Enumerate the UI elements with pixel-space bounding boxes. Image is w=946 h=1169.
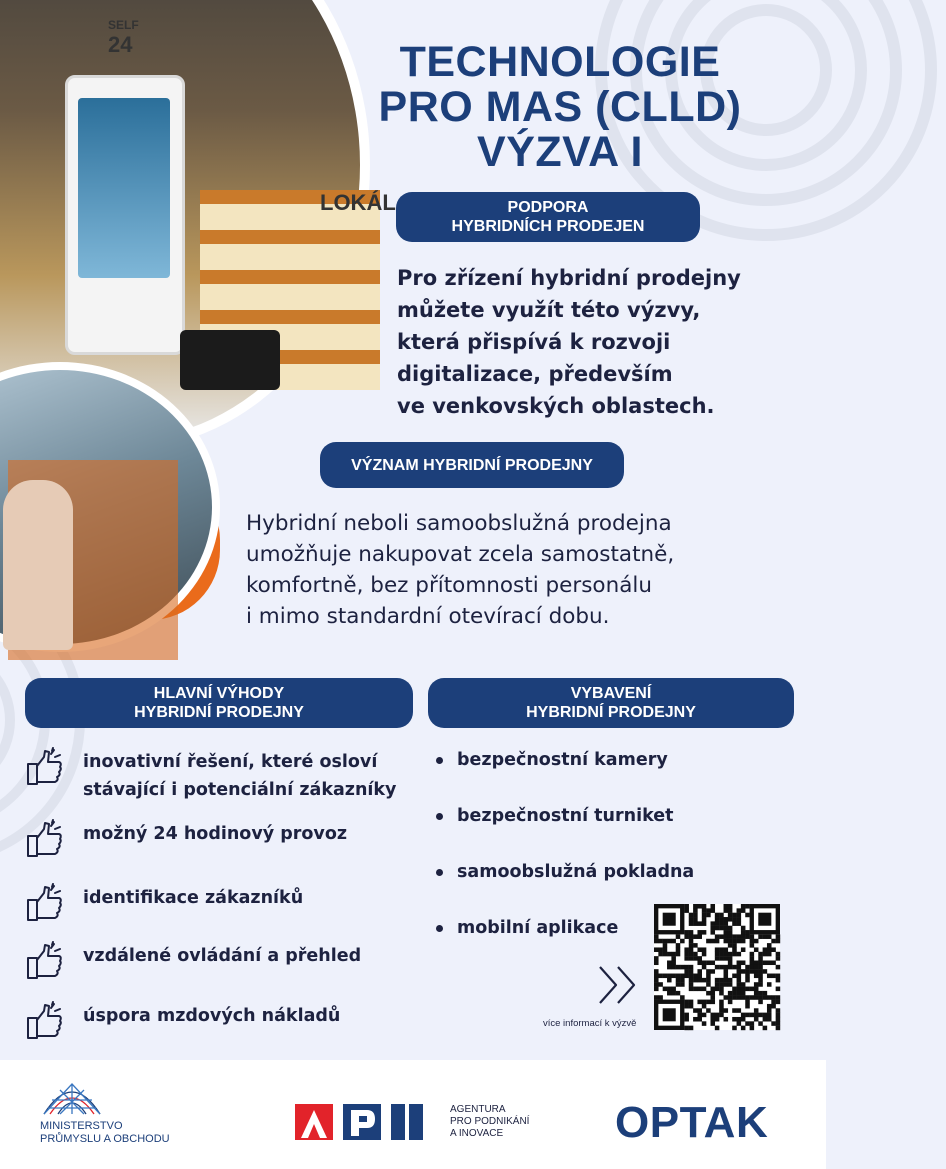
equipment-text: bezpečnostní kamery bbox=[457, 750, 668, 770]
advantages-heading-line-1: HLAVNÍ VÝHODY bbox=[153, 685, 285, 702]
page-title bbox=[370, 40, 750, 175]
self-checkout-kiosk bbox=[65, 18, 185, 355]
list-item bbox=[25, 748, 396, 804]
customer-figure bbox=[3, 480, 73, 650]
list-item bbox=[25, 820, 347, 860]
advantages-heading-pill bbox=[25, 678, 413, 728]
optak-logo: OPTAK bbox=[615, 1098, 769, 1147]
advantage-text: vzdálené ovládání a přehled bbox=[83, 946, 362, 966]
thumbs-up-icon bbox=[25, 884, 69, 924]
intro-line: můžete využít této výzvy, bbox=[397, 298, 701, 322]
description-paragraph bbox=[246, 508, 766, 632]
thumbs-up-icon bbox=[25, 820, 69, 860]
list-item bbox=[25, 884, 303, 924]
bullet-icon bbox=[436, 869, 443, 876]
equipment-text: samoobslužná pokladna bbox=[457, 862, 695, 882]
qr-code[interactable] bbox=[654, 904, 780, 1030]
api-text-line: AGENTURA bbox=[450, 1104, 506, 1115]
list-item bbox=[436, 862, 694, 882]
equipment-heading-pill bbox=[428, 678, 794, 728]
shopping-basket bbox=[180, 330, 280, 390]
support-heading-line-1: PODPORA bbox=[507, 199, 589, 216]
api-logo-text bbox=[450, 1104, 529, 1140]
api-logo-mark bbox=[295, 1104, 427, 1140]
advantage-text: stávající i potenciální zákazníky bbox=[83, 780, 397, 800]
meaning-heading-pill bbox=[320, 442, 624, 488]
advantage-text: inovativní řešení, které osloví bbox=[83, 752, 378, 772]
list-item bbox=[436, 806, 673, 826]
thumbs-up-icon bbox=[25, 1002, 69, 1042]
kiosk-screen bbox=[78, 98, 170, 278]
description-line: Hybridní neboli samoobslužná prodejna bbox=[246, 511, 672, 536]
equipment-heading-line-2: HYBRIDNÍ PRODEJNY bbox=[526, 704, 696, 721]
qr-caption: více informací k výzvě bbox=[543, 1018, 637, 1029]
intro-line: ve venkovských oblastech. bbox=[397, 394, 715, 418]
ministry-text-line: PRŮMYSLU A OBCHODU bbox=[40, 1133, 170, 1145]
advantage-text: identifikace zákazníků bbox=[83, 888, 304, 908]
footer-logos bbox=[0, 1060, 826, 1169]
intro-line: digitalizace, především bbox=[397, 362, 673, 386]
description-line: umožňuje nakupovat zcela samostatně, bbox=[246, 542, 675, 567]
equipment-text: mobilní aplikace bbox=[457, 918, 619, 938]
advantage-text: úspora mzdových nákladů bbox=[83, 1006, 341, 1026]
title-line-1: TECHNOLOGIE bbox=[399, 38, 721, 86]
thumbs-up-icon bbox=[25, 942, 69, 982]
shop-sign: LOKÁL bbox=[320, 190, 396, 215]
ministry-globe-logo bbox=[38, 1078, 108, 1118]
equipment-text: bezpečnostní turniket bbox=[457, 806, 674, 826]
advantages-heading-line-2: HYBRIDNÍ PRODEJNY bbox=[134, 704, 304, 721]
kiosk-brand: SELF bbox=[108, 18, 139, 32]
intro-paragraph bbox=[397, 262, 797, 422]
bullet-icon bbox=[436, 757, 443, 764]
double-chevron-right-icon bbox=[596, 963, 642, 1007]
title-line-2: PRO MAS (CLLD) bbox=[378, 83, 742, 131]
bullet-icon bbox=[436, 813, 443, 820]
meaning-heading-label: VÝZNAM HYBRIDNÍ PRODEJNY bbox=[351, 456, 593, 474]
api-text-line: PRO PODNIKÁNÍ bbox=[450, 1116, 530, 1127]
kiosk-number: 24 bbox=[108, 32, 133, 57]
list-item bbox=[25, 942, 361, 982]
list-item bbox=[436, 750, 668, 770]
ministry-text-line: MINISTERSTVO bbox=[40, 1120, 123, 1132]
description-line: i mimo standardní otevírací dobu. bbox=[246, 604, 610, 629]
title-line-3: VÝZVA I bbox=[477, 128, 643, 176]
api-text-line: A INOVACE bbox=[450, 1128, 504, 1139]
description-line: komfortně, bez přítomnosti personálu bbox=[246, 573, 652, 598]
support-heading-line-2: HYBRIDNÍCH PRODEJEN bbox=[451, 218, 645, 235]
advantage-text: možný 24 hodinový provoz bbox=[83, 824, 348, 844]
intro-line: Pro zřízení hybridní prodejny bbox=[397, 266, 741, 290]
support-heading-pill bbox=[396, 192, 700, 242]
intro-line: která přispívá k rozvoji bbox=[397, 330, 671, 354]
ministry-logo-text bbox=[40, 1120, 170, 1146]
list-item bbox=[25, 1002, 340, 1042]
bullet-icon bbox=[436, 925, 443, 932]
thumbs-up-icon bbox=[25, 748, 69, 788]
list-item bbox=[436, 918, 618, 938]
equipment-heading-line-1: VYBAVENÍ bbox=[570, 685, 652, 702]
